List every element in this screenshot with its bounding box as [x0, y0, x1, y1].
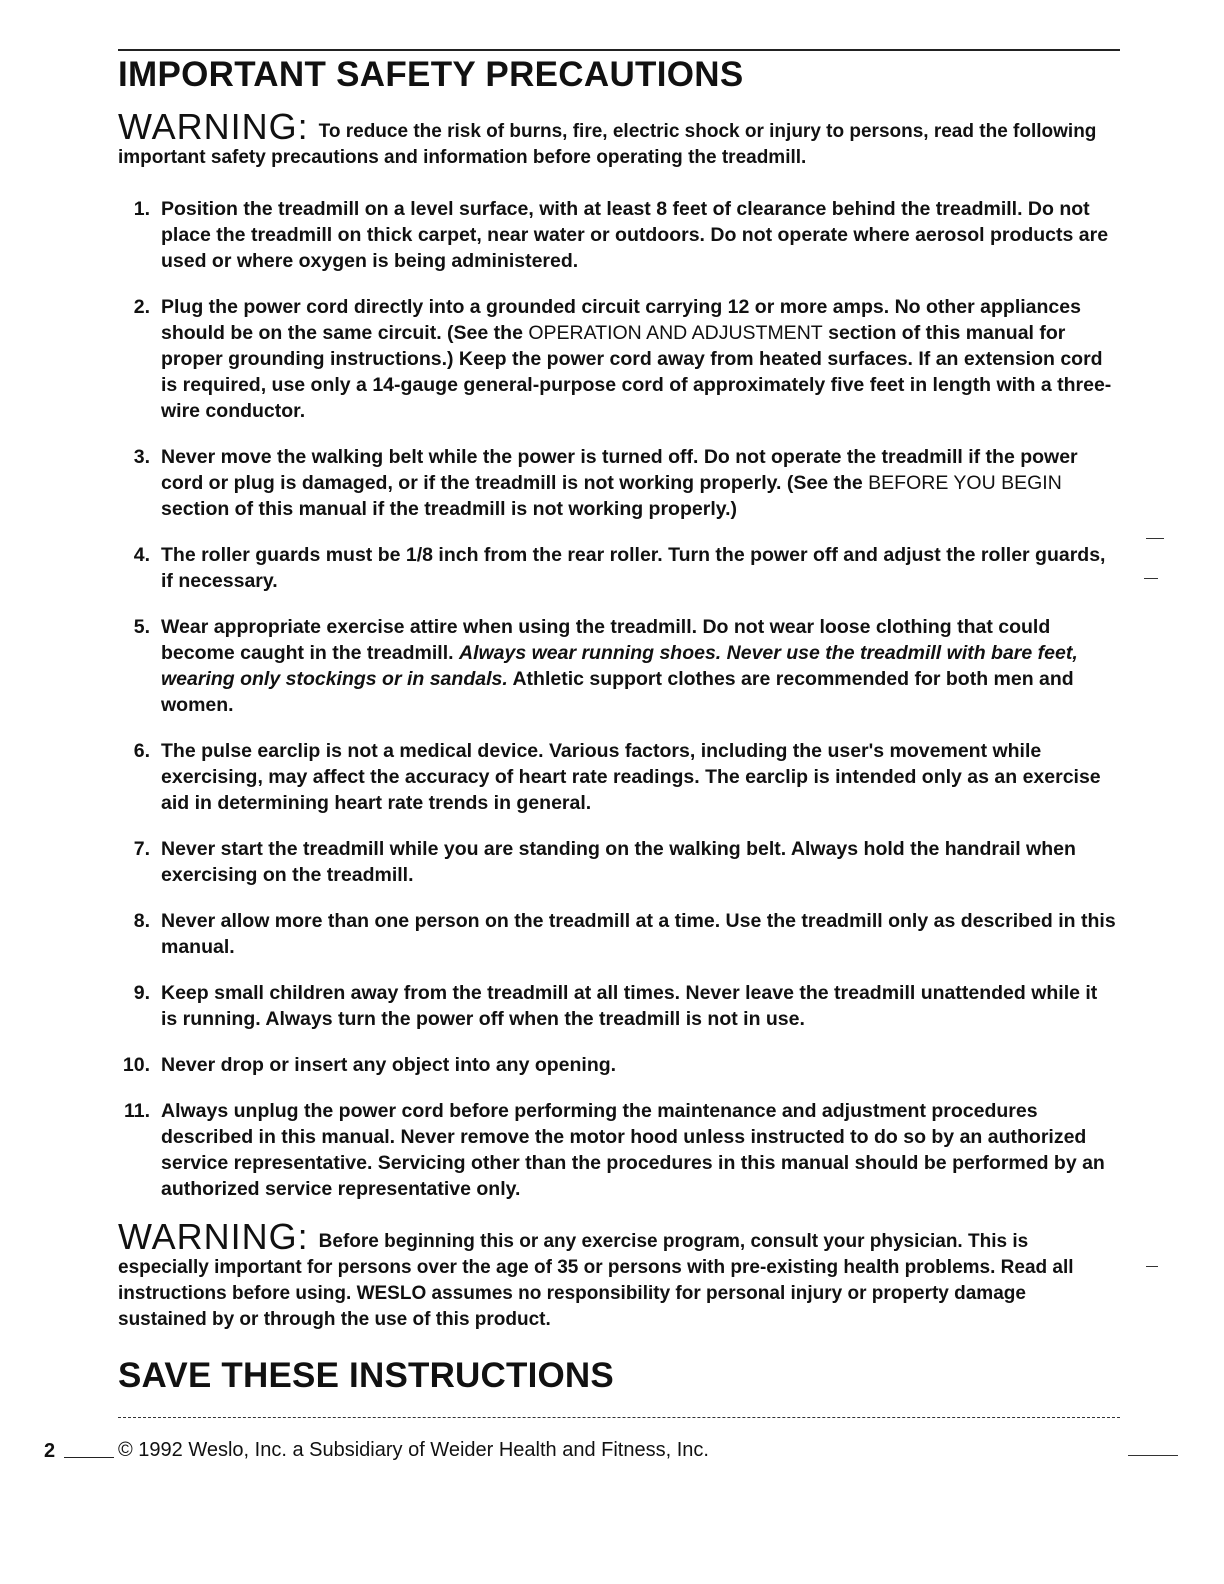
warning-block-2: [118, 1216, 1118, 1333]
page-number: 2: [44, 1440, 56, 1462]
item-number: 3.: [133, 446, 150, 468]
margin-mark: [1146, 1266, 1158, 1267]
warning-text: Before beginning this or any exercise program, consult your physician. This is especially important for persons over the age of 35 or persons with pre-existing health problems. Read all instructions before using. WESLO assumes no responsibility for personal injury or property damage sustained by or through the use of this product.: [118, 1231, 1074, 1330]
item-number: 9.: [133, 982, 150, 1004]
list-item: [118, 542, 1118, 594]
margin-mark: [1146, 538, 1164, 539]
list-item: [118, 196, 1118, 274]
list-item: [118, 1052, 1118, 1078]
list-item: [118, 294, 1118, 424]
emphasis-text: Always wear running shoes. Never use the treadmill with bare feet, wearing only stockings or in sandals.: [161, 642, 1078, 690]
item-text: Wear appropriate exercise attire when using the treadmill. Do not wear loose clothing that could become caught in the treadmill.: [161, 616, 1051, 664]
item-text: section of this manual if the treadmill is not working properly.): [161, 498, 738, 520]
item-text: Always unplug the power cord before performing the maintenance and adjustment procedures described in this manual. Never remove the motor hood unless instructed to do so by an authorized service representative. Servicing other than the procedures in this manual should be performed by an authorized service representative only.: [161, 1100, 1105, 1200]
margin-mark: [1128, 1455, 1178, 1456]
item-number: 11.: [123, 1100, 150, 1122]
item-text: Never move the walking belt while the power is turned off. Do not operate the treadmill if the power cord or plug is damaged, or if the treadmill is not working properly. (See the: [161, 446, 1078, 494]
item-number: 2.: [133, 296, 150, 318]
list-item: [118, 444, 1118, 522]
item-text: The pulse earclip is not a medical device. Various factors, including the user's movement while exercising, may affect the accuracy of heart rate readings. The earclip is intended only as an exercise aid in determining heart rate trends in general.: [161, 740, 1101, 814]
item-text: Athletic support clothes are recommended for both men and women.: [161, 668, 1074, 716]
item-text: Never allow more than one person on the treadmill at a time. Use the treadmill only as described in this manual.: [161, 910, 1116, 958]
list-item: [118, 836, 1118, 888]
warning-block-1: [118, 106, 1118, 171]
copyright-notice: © 1992 Weslo, Inc. a Subsidiary of Weider Health and Fitness, Inc.: [118, 1439, 709, 1461]
page-title: IMPORTANT SAFETY PRECAUTIONS: [118, 55, 744, 94]
item-number: 8.: [133, 910, 150, 932]
warning-label: WARNING:: [118, 106, 309, 147]
warning-label: WARNING:: [118, 1216, 309, 1257]
item-number: 4.: [133, 544, 150, 566]
item-text: Never drop or insert any object into any opening.: [161, 1054, 617, 1076]
list-item: [118, 614, 1118, 718]
footer-dash: [64, 1457, 114, 1458]
item-number: 7.: [133, 838, 150, 860]
item-text: section of this manual for proper grounding instructions.) Keep the power cord away from heated surfaces. If an extension cord is required, use only a 14-gauge general-purpose cord of approximately five feet in length with a three-wire conductor.: [161, 322, 1112, 422]
section-reference: OPERATION AND ADJUSTMENT: [528, 322, 823, 344]
top-rule: [118, 49, 1120, 51]
margin-mark: [1144, 578, 1158, 579]
item-text: Never start the treadmill while you are standing on the walking belt. Always hold the handrail when exercising on the treadmill.: [161, 838, 1076, 886]
precautions-list: [118, 196, 1118, 1202]
item-number: 10.: [122, 1054, 150, 1076]
item-text: Keep small children away from the treadmill at all times. Never leave the treadmill unattended while it is running. Always turn the power off when the treadmill is not in use.: [161, 982, 1098, 1030]
warning-text: To reduce the risk of burns, fire, electric shock or injury to persons, read the following important safety precautions and information before operating the treadmill.: [118, 121, 1097, 168]
item-text: The roller guards must be 1/8 inch from the rear roller. Turn the power off and adjust the roller guards, if necessary.: [161, 544, 1106, 592]
item-text: Position the treadmill on a level surface, with at least 8 feet of clearance behind the treadmill. Do not place the treadmill on thick carpet, near water or outdoors. Do not operate where aerosol products are used or where oxygen is being administered.: [161, 198, 1109, 272]
bottom-rule: [118, 1417, 1120, 1418]
save-instructions-heading: SAVE THESE INSTRUCTIONS: [118, 1356, 614, 1395]
list-item: [118, 908, 1118, 960]
list-item: [118, 738, 1118, 816]
item-text: Plug the power cord directly into a grounded circuit carrying 12 or more amps. No other appliances should be on the same circuit. (See the: [161, 296, 1081, 344]
item-number: 5.: [133, 616, 150, 638]
list-item: [118, 980, 1118, 1032]
item-number: 1.: [133, 198, 150, 220]
list-item: [118, 1098, 1118, 1202]
section-reference: BEFORE YOU BEGIN: [868, 472, 1062, 494]
item-number: 6.: [133, 740, 150, 762]
